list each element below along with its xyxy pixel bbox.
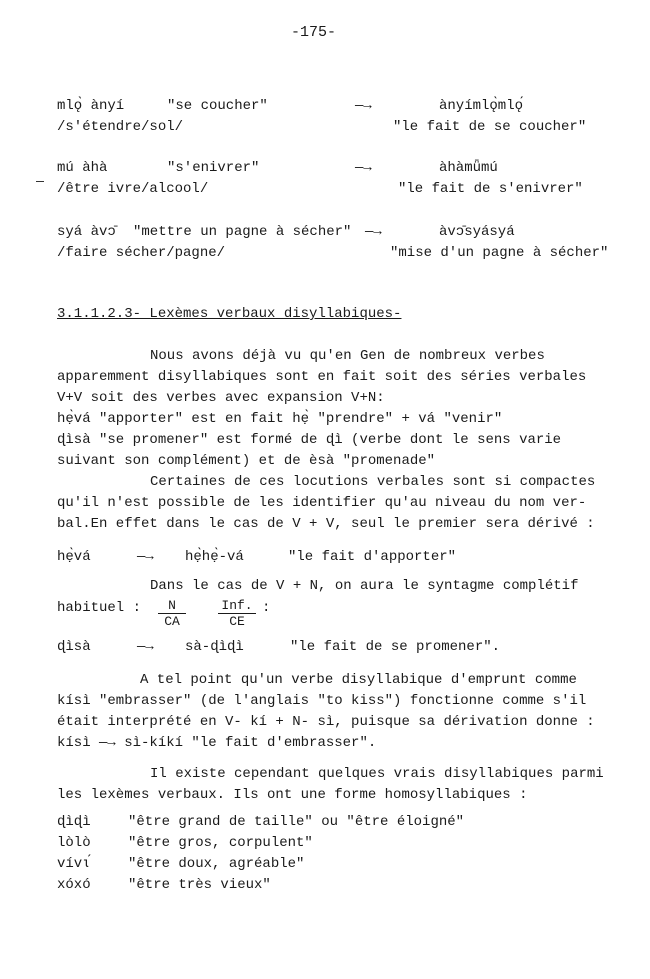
example-verb: mlǫ̀ ànyí bbox=[57, 98, 125, 114]
list-word: ɖìɖì bbox=[57, 814, 91, 830]
list-meaning: "être grand de taille" ou "être éloigné" bbox=[128, 814, 465, 830]
list-meaning: "être doux, agréable" bbox=[128, 856, 305, 872]
text-line: kísì —→ sì-kíkí "le fait d'embrasser". bbox=[57, 735, 377, 751]
arrow-icon: —→ bbox=[137, 549, 154, 565]
text-line: suivant son complément) et de èsà "promenade" bbox=[57, 453, 436, 469]
fraction-colon: : bbox=[262, 600, 271, 616]
fraction-numerator: N bbox=[158, 598, 186, 614]
text-line: hẹ̀vá "apporter" est en fait hẹ̀ "prendre" + vá "venir" bbox=[57, 411, 503, 427]
text-line: apparemment disyllabiques sont en fait soit des séries verbales bbox=[57, 369, 587, 385]
text-line: Certaines de ces locutions verbales sont si compactes bbox=[150, 474, 596, 490]
text-line: Il existe cependant quelques vrais disyllabiques parmi bbox=[150, 766, 604, 782]
arrow-icon: —→ bbox=[355, 98, 372, 114]
text-line: Nous avons déjà vu qu'en Gen de nombreux verbes bbox=[150, 348, 545, 364]
example-gloss: "se coucher" bbox=[167, 98, 268, 114]
example-literal: /faire sécher/pagne/ bbox=[57, 245, 226, 261]
margin-mark bbox=[36, 181, 44, 182]
page-number: -175- bbox=[291, 24, 337, 41]
text-line: bal.En effet dans le cas de V + V, seul le premier sera dérivé : bbox=[57, 516, 595, 532]
fraction-numerator: Inf. bbox=[218, 598, 256, 614]
text-line: ɖìsà "se promener" est formé de ɖì (verbe dont le sens varie bbox=[57, 432, 562, 448]
text-line: qu'il n'est possible de les identifier qu'au niveau du nom ver- bbox=[57, 495, 587, 511]
deriv-gloss: "le fait d'apporter" bbox=[288, 549, 457, 565]
text-line: était interprété en V- kí + N- sì, puisque sa dérivation donne : bbox=[57, 714, 595, 730]
section-heading: 3.1.1.2.3- Lexèmes verbaux disyllabiques- bbox=[57, 306, 402, 322]
example-noun-gloss: "mise d'un pagne à sécher" bbox=[390, 245, 609, 261]
text-line: les lexèmes verbaux. Ils ont une forme homosyllabiques : bbox=[57, 787, 528, 803]
arrow-icon: —→ bbox=[355, 160, 372, 176]
fraction-n-ca bbox=[158, 598, 186, 629]
list-word: lòlò bbox=[57, 835, 91, 851]
arrow-icon: —→ bbox=[365, 224, 382, 240]
example-gloss: "mettre un pagne à sécher" bbox=[133, 224, 352, 240]
example-literal: /s'étendre/sol/ bbox=[57, 119, 184, 135]
example-noun: àhàmǖmú bbox=[439, 160, 498, 176]
deriv-noun: hẹ̀hẹ̀-vá bbox=[185, 549, 244, 565]
text-line: habituel : bbox=[57, 600, 142, 616]
fraction-denominator: CA bbox=[164, 614, 180, 629]
example-noun-gloss: "le fait de s'enivrer" bbox=[398, 181, 583, 197]
text-line: A tel point qu'un verbe disyllabique d'emprunt comme bbox=[140, 672, 577, 688]
example-noun: àvɔ̄syásyá bbox=[439, 224, 515, 240]
example-noun-gloss: "le fait de se coucher" bbox=[393, 119, 587, 135]
deriv-gloss: "le fait de se promener". bbox=[290, 639, 501, 655]
example-verb: mú àhà bbox=[57, 160, 108, 176]
deriv-verb: ɖìsà bbox=[57, 639, 91, 655]
text-line: V+V soit des verbes avec expansion V+N: bbox=[57, 390, 385, 406]
example-literal: /être ivre/alcool/ bbox=[57, 181, 209, 197]
list-word: vívɩ́ bbox=[57, 856, 91, 872]
text-line: kísì "embrasser" (de l'anglais "to kiss") fonctionne comme s'il bbox=[57, 693, 587, 709]
fraction-inf-ce bbox=[218, 598, 256, 629]
deriv-noun: sà-ɖìɖì bbox=[185, 639, 244, 655]
list-meaning: "être très vieux" bbox=[128, 877, 271, 893]
example-gloss: "s'enivrer" bbox=[167, 160, 260, 176]
list-word: xóxó bbox=[57, 877, 91, 893]
fraction-denominator: CE bbox=[229, 614, 245, 629]
text-line: Dans le cas de V + N, on aura le syntagme complétif bbox=[150, 578, 579, 594]
example-noun: ànyímlǫ̀mlǫ́ bbox=[439, 98, 524, 114]
list-meaning: "être gros, corpulent" bbox=[128, 835, 313, 851]
example-verb: syá àvɔ̄ bbox=[57, 224, 116, 240]
arrow-icon: —→ bbox=[137, 639, 154, 655]
deriv-verb: hẹ̀vá bbox=[57, 549, 91, 565]
